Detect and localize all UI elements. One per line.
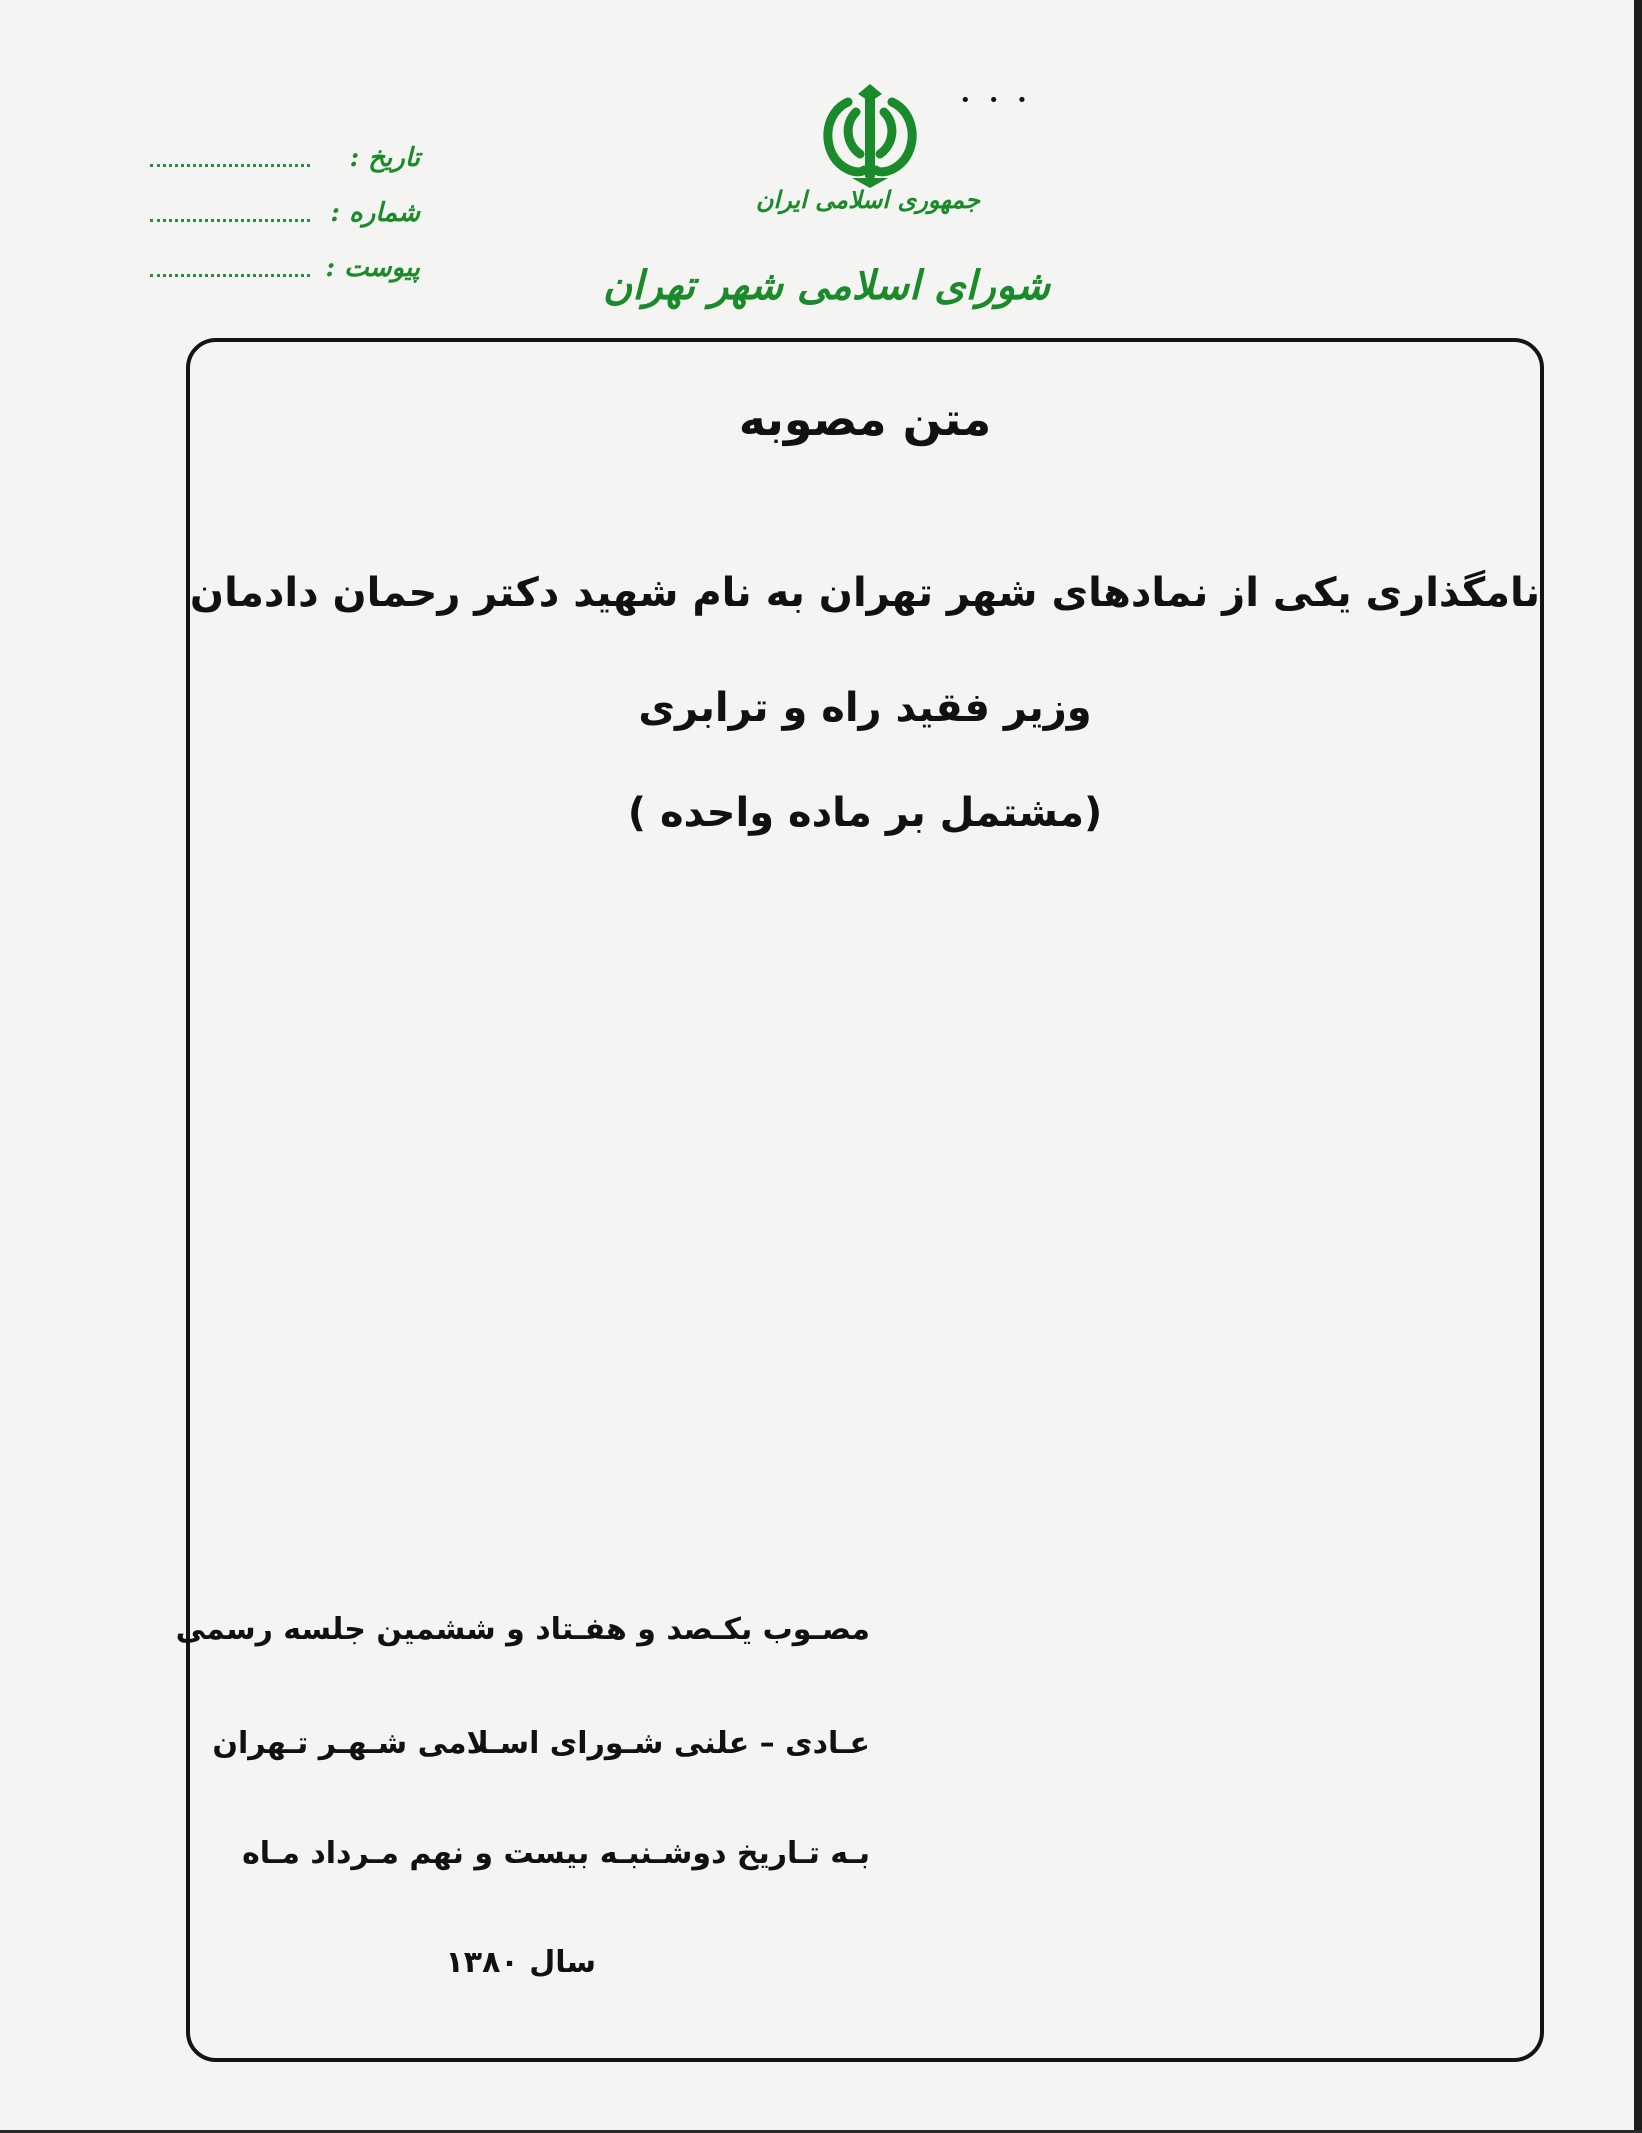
meta-line-number	[150, 199, 310, 222]
subject-line-2: وزیر فقید راه و ترابری	[638, 685, 1092, 731]
document-title: متن مصوبه	[738, 392, 992, 446]
approval-line-2: عـادی – علنی شـورای اسـلامی شـهـر تـهران	[212, 1726, 870, 1761]
approval-year: سال ۱۳۸۰	[445, 1945, 596, 1980]
org-title: شورای اسلامی شهر تهران	[602, 262, 1050, 309]
scan-dots: • • •	[960, 90, 1034, 111]
meta-label-date: تاریخ :	[349, 143, 420, 173]
meta-label-attachment: پیوست :	[325, 253, 420, 283]
subject-line-3: (مشتمل بر ماده واحده )	[627, 790, 1103, 836]
org-subtitle: جمهوری اسلامی ایران	[755, 185, 980, 214]
iran-emblem-icon	[808, 82, 932, 192]
meta-line-attachment	[150, 254, 310, 277]
meta-row-number	[150, 173, 420, 228]
scan-edge	[1634, 0, 1642, 2133]
meta-row-attachment	[150, 228, 420, 283]
subject-line-1: نامگذاری یکی از نمادهای شهر تهران به نام شهید دکتر رحمان دادمان	[189, 570, 1541, 616]
meta-line-date	[150, 144, 310, 167]
approval-line-3: بـه تـاریخ دوشـنبـه بیست و نهم مـرداد مـاه	[242, 1836, 870, 1871]
meta-label-number: شماره :	[330, 198, 420, 228]
approval-line-1: مصـوب یکـصد و هفـتاد و ششمین جلسه رسمی	[175, 1612, 870, 1647]
meta-row-date	[150, 118, 420, 173]
header-meta-fields	[150, 118, 420, 283]
